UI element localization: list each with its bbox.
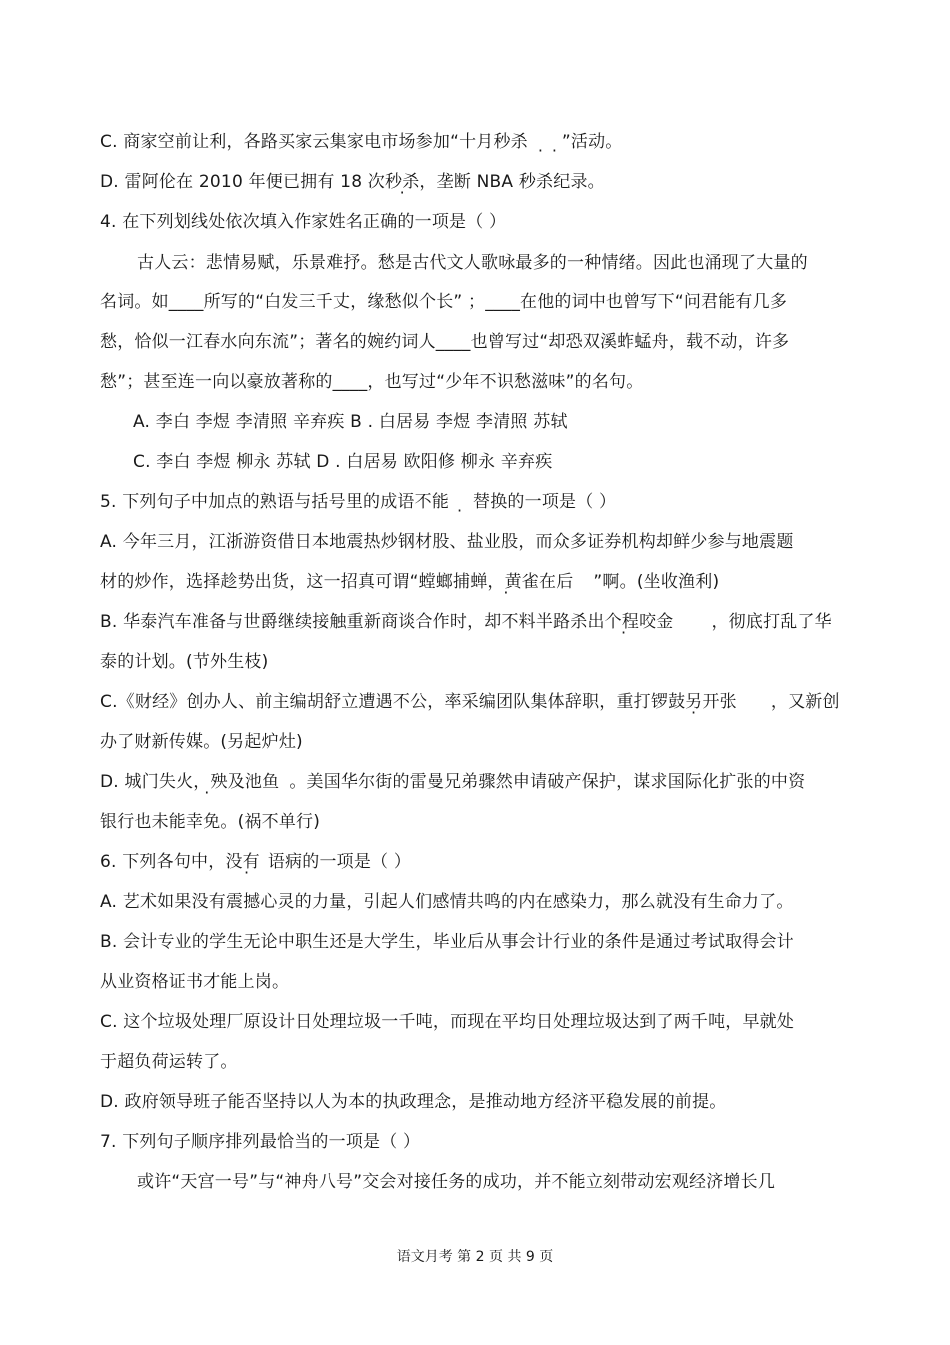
- q5-title-dot: ·: [457, 501, 463, 520]
- q5-title-text-b: 替换的一项是（ ）: [473, 492, 617, 512]
- q5-option-d-line-2: 银行也未能幸免。(祸不单行): [100, 812, 321, 832]
- q3-option-c-dotted-gap: · ·: [537, 141, 558, 160]
- q5-option-d-line-1: [100, 771, 805, 793]
- q5-option-a-text-b: ”啊。(坐收渔利): [593, 572, 720, 592]
- q4-options-cd: C. 李白 李煜 柳永 苏轼 D . 白居易 欧阳修 柳永 辛弃疾: [133, 452, 553, 472]
- q4-passage-line-2: 名词。如____所写的“白发三千丈，缘愁似个长” ；____在他的词中也曾写下“问君能有几多: [100, 292, 788, 312]
- q6-title: [100, 851, 411, 873]
- q6-option-a: A. 艺术如果没有震撼心灵的力量，引起人们感情共鸣的内在感染力，那么就没有生命力了。: [100, 892, 794, 912]
- q5-option-d-dotted-idiom: 城门失火，殃及池鱼 ·: [125, 772, 290, 792]
- q3-option-c-text: C. 商家空前让利，各路买家云集家电市场参加“十月秒杀: [100, 132, 528, 152]
- q5-option-a-line-1: A. 今年三月，江浙游资借日本地震热炒钢材股、盐业股，而众多证券机构却鲜少参与地震题: [100, 532, 794, 552]
- q5-title-text-a: 5. 下列句子中加点的熟语与括号里的成语不能: [100, 492, 450, 512]
- q4-options-ab: A. 李白 李煜 李清照 辛弃疾 B . 白居易 李煜 李清照 苏轼: [133, 412, 568, 432]
- q5-option-c-text-b: ，又新创: [770, 692, 840, 712]
- q3-option-d-text-a: D. 雷阿伦在 2010 年便已拥有 18 次: [100, 172, 386, 192]
- q6-title-text-a: 6. 下列各句中，: [100, 852, 226, 872]
- q6-title-dotted-word: 没有: [225, 852, 260, 872]
- q4-title: 4. 在下列划线处依次填入作家姓名正确的一项是（ ）: [100, 212, 507, 232]
- q6-title-text-b: 语病的一项是（ ）: [267, 852, 412, 872]
- q3-option-d-text-b: ，垄断 NBA 秒杀纪录。: [419, 172, 605, 192]
- q5-option-c-dotted-idiom: 重打锣鼓另开张 ·: [616, 692, 770, 712]
- page-footer: 语文月考 第 2 页 共 9 页: [396, 1249, 554, 1265]
- q6-option-c-line-1: C. 这个垃圾处理厂原设计日处理垃圾一千吨，而现在平均日处理垃圾达到了两千吨，早就处: [100, 1012, 795, 1032]
- q4-passage-line-3: 愁，恰似一江春水向东流”；著名的婉约词人____也曾写过“却恐双溪蚱蜢舟，载不动，许多: [100, 332, 790, 352]
- q5-option-b-text-b: ，彻底打乱了华: [711, 612, 832, 632]
- q5-option-a-text-a: 材的炒作，选择趁势出货，这一招真可谓“: [100, 572, 419, 592]
- q5-option-d-text: 。美国华尔街的雷曼兄弟骤然申请破产保护，谋求国际化扩张的中资: [289, 772, 806, 792]
- q4-passage-line-4: 愁”；甚至连一向以豪放著称的____，也写过“少年不识愁滋味”的名句。: [100, 372, 644, 392]
- q5-option-b-text-a: B. 华泰汽车准备与世爵继续接触重新商谈合作时，却不料: [100, 612, 536, 632]
- q5-option-c-line-2: 办了财新传媒。(另起炉灶): [100, 732, 303, 752]
- q5-option-a-line-2: [100, 571, 719, 593]
- q3-option-d-dotted-word: 秒杀: [385, 172, 420, 192]
- q6-option-b-line-2: 从业资格证书才能上岗。: [100, 972, 290, 992]
- q3-option-c: [100, 131, 623, 160]
- q3-option-c-end: ”活动。: [561, 132, 623, 152]
- q5-option-b-line-1: [100, 611, 832, 633]
- q4-passage-line-1: 古人云：悲情易赋，乐景难抒。愁是古代文人歌咏最多的一种情绪。因此也涌现了大量的: [137, 253, 808, 273]
- q7-passage-line-1: 或许“天宫一号”与“神舟八号”交会对接任务的成功，并不能立刻带动宏观经济增长几: [137, 1172, 776, 1192]
- q7-title: 7. 下列句子顺序排列最恰当的一项是（ ）: [100, 1132, 421, 1152]
- q5-option-c-line-1: [100, 691, 840, 713]
- q5-option-d-prefix: D.: [100, 772, 125, 792]
- q5-option-c-text-a: C.《财经》创办人、前主编胡舒立遭遇不公，率采编团队集体辞职，: [100, 692, 617, 712]
- q6-option-c-line-2: 于超负荷运转了。: [100, 1052, 238, 1072]
- q3-option-d: [100, 171, 605, 193]
- q5-option-b-line-2: 泰的计划。(节外生枝): [100, 652, 269, 672]
- q5-title: [100, 491, 617, 520]
- q5-option-a-dotted-idiom: 螳螂捕蝉，黄雀在后 ·: [419, 572, 594, 592]
- q6-option-b-line-1: B. 会计专业的学生无论中职生还是大学生，毕业后从事会计行业的条件是通过考试取得会计: [100, 932, 794, 952]
- q5-option-b-dotted-idiom: 半路杀出个程咬金 ·: [536, 612, 712, 632]
- q6-option-d: D. 政府领导班子能否坚持以人为本的执政理念，是推动地方经济平稳发展的前提。: [100, 1092, 727, 1112]
